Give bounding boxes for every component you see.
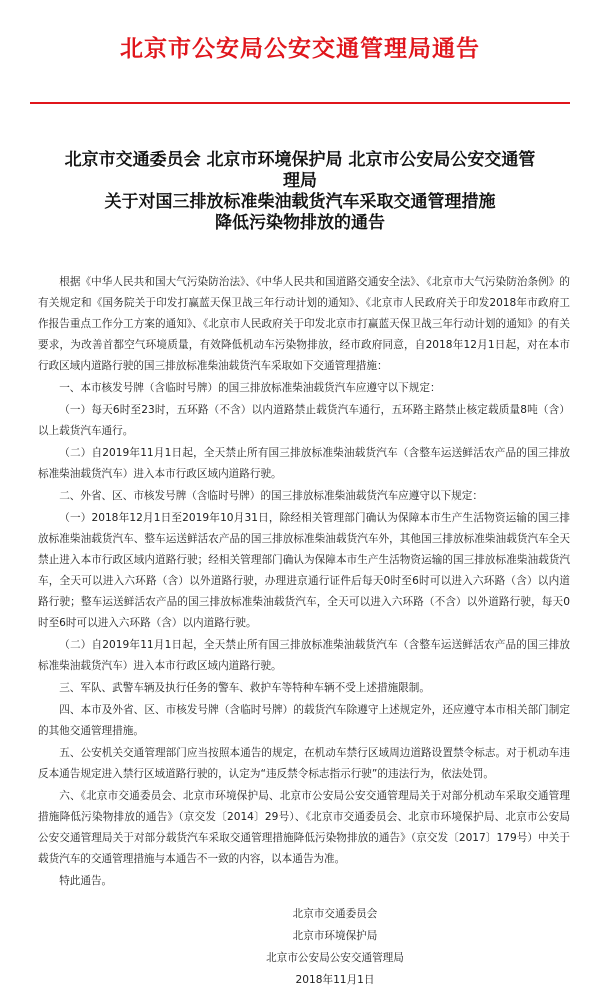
paragraph-section-6: 六、《北京市交通委员会、北京市环境保护局、北京市公安局公安交通管理局关于对部分机动车采取交通管理措施降低污染物排放的通告》（京交发〔2014〕29号）、《北京市交通委员会、北京市环境保护局、北京市公安局公安交通管理局关于对部分载货汽车采取交通管理措施降低污染物排放的通告》（京交发〔2017〕179号）中关于载货汽车的交通管理措施与本通告不一致的内容，以本通告为准。 <box>38 790 570 865</box>
signature-org-traffic-police: 北京市公安局公安交通管理局 <box>266 952 404 964</box>
paragraph-section-2-item-2: （二）自2019年11月1日起，全天禁止所有国三排放标准柴油载货汽车（含整车运送鲜活农产品的国三排放标准柴油载货汽车）进入本市行政区域内道路行驶。 <box>38 639 570 672</box>
notice-subject-line2: 降低污染物排放的通告 <box>215 213 385 233</box>
paragraph-section-1-item-1: （一）每天6时至23时，五环路（不含）以内道路禁止载货汽车通行，五环路主路禁止核定载质量8吨（含）以上载货汽车通行。 <box>38 404 570 437</box>
notice-subject-line1: 关于对国三排放标准柴油载货汽车采取交通管理措施 <box>104 192 496 212</box>
paragraph-section-3: 三、军队、武警车辆及执行任务的警车、救护车等特种车辆不受上述措施限制。 <box>59 682 430 694</box>
paragraph-section-1: 一、本市核发号牌（含临时号牌）的国三排放标准柴油载货汽车应遵守以下规定： <box>59 382 441 394</box>
notice-issuer-line2: 理局 <box>283 171 317 191</box>
notice-issuer-line1: 北京市交通委员会 北京市环境保护局 北京市公安局公安交通管 <box>64 150 536 170</box>
header-title: 北京市公安局公安交通管理局通告 <box>120 35 480 62</box>
paragraph-section-2: 二、外省、区、市核发号牌（含临时号牌）的国三排放标准柴油载货汽车应遵守以下规定： <box>59 490 483 502</box>
paragraph-closing: 特此通告。 <box>59 875 113 887</box>
paragraph-section-4: 四、本市及外省、区、市核发号牌（含临时号牌）的载货汽车除遵守上述规定外，还应遵守本市相关部门制定的其他交通管理措施。 <box>38 704 570 737</box>
paragraph-preamble: 根据《中华人民共和国大气污染防治法》、《中华人民共和国道路交通安全法》、《北京市大气污染防治条例》的有关规定和《国务院关于印发打赢蓝天保卫战三年行动计划的通知》、《北京市人民政府关于印发2018年市政府工作报告重点工作分工方案的通知》、《北京市人民政府关于印发北京市打赢蓝天保卫战三年行动计划的通知》的有关要求，为改善首都空气环境质量，有效降低机动车污染物排放，经市政府同意，自2018年12月1日起，对在本市行政区域内道路行驶的国三排放标准柴油载货汽车采取如下交通管理措施： <box>38 276 570 372</box>
paragraph-section-1-item-2: （二）自2019年11月1日起，全天禁止所有国三排放标准柴油载货汽车（含整车运送鲜活农产品的国三排放标准柴油载货汽车）进入本市行政区域内道路行驶。 <box>38 447 570 480</box>
signature-org-environment: 北京市环境保护局 <box>292 930 378 942</box>
paragraph-section-5: 五、公安机关交通管理部门应当按照本通告的规定，在机动车禁行区域周边道路设置禁令标志。对于机动车违反本通告规定进入禁行区域道路行驶的，认定为“违反禁令标志指示行驶”的违法行为，依法处罚。 <box>38 747 570 780</box>
signature-org-transport: 北京市交通委员会 <box>292 908 378 920</box>
signature-date: 2018年11月1日 <box>295 974 375 986</box>
paragraph-section-2-item-1: （一）2018年12月1日至2019年10月31日，除经相关管理部门确认为保障本市生产生活物资运输的国三排放标准柴油载货汽车、整车运送鲜活农产品的国三排放标准柴油载货汽车外，其他国三排放标准柴油载货汽车全天禁止进入本市行政区域内道路行驶；经相关管理部门确认为保障本市生产生活物资运输的国三排放标准柴油载货汽车，全天可以进入六环路（含）以外道路行驶，办理进京通行证件后每天0时至6时可以进入六环路（含）以内道路行驶；整车运送鲜活农产品的国三排放标准柴油载货汽车，全天可以进入六环路（不含）以外道路行驶，每天0时至6时可以进入六环路（含）以内道路行驶。 <box>38 512 570 629</box>
red-divider <box>30 102 570 104</box>
notice-body <box>38 272 570 892</box>
